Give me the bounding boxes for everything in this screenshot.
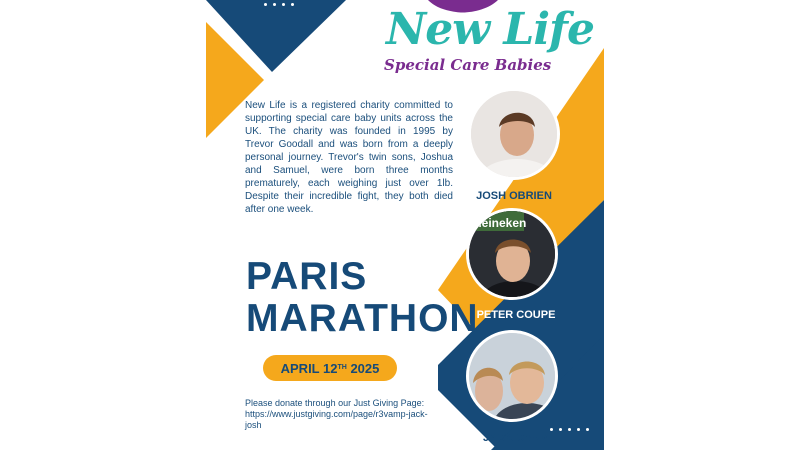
dots-bottom-row2 — [550, 439, 589, 442]
event-title-line1: PARIS — [246, 255, 368, 298]
dots-top — [228, 3, 294, 6]
runner-name-josh: JOSH OBRIEN — [476, 190, 552, 202]
donate-link[interactable]: https://www.justgiving.com/page/r3vamp-jack-josh — [245, 409, 428, 430]
logo-subtitle: Special Care Babies — [384, 56, 552, 74]
date-suffix: TH — [337, 363, 347, 371]
dots-bottom-row1 — [550, 428, 589, 431]
runner-photo-peter — [466, 208, 558, 300]
event-title-line2: MARATHON — [246, 297, 479, 340]
donate-info — [245, 398, 435, 431]
charity-description: New Life is a registered charity committed to supporting special care baby units across the UK. The charity was founded in 1995 by Trevor Goodall and was born from a deeply personal journey. Trevor's twin sons, Joshua and Samuel, were born three months prematurely, each weighing just over 1lb. Despite their incredible fight, they both died after one week. — [245, 100, 453, 215]
date-year: 2025 — [350, 360, 380, 376]
event-date-badge — [263, 355, 397, 381]
new-life-logo — [376, 0, 596, 78]
charity-poster — [206, 0, 604, 450]
runner-photo-jack — [466, 330, 558, 422]
event-title — [246, 256, 479, 340]
logo-title: New Life — [386, 4, 594, 55]
donate-text: Please donate through our Just Giving Page: — [245, 398, 425, 408]
runner-name-peter: PETER COUPE — [476, 309, 556, 321]
date-main: APRIL 12 — [280, 360, 338, 376]
runner-photo-josh — [468, 88, 560, 180]
svg-text:Heineken: Heineken — [473, 216, 527, 230]
runner-name-jack: JACK CRAM — [483, 432, 549, 444]
